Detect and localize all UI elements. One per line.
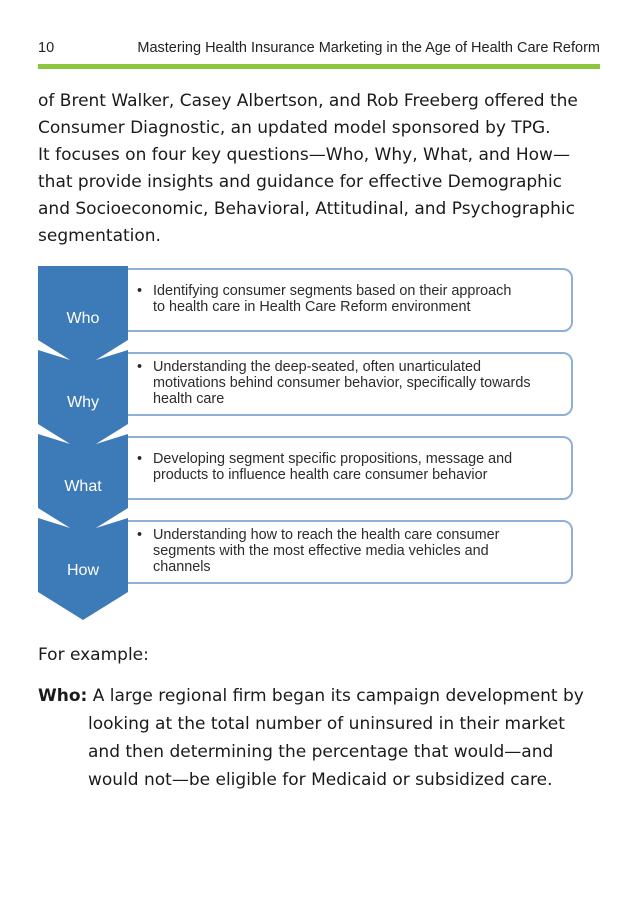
chevron-label-what: What xyxy=(64,478,102,495)
example-line: A large regional firm began its campaign development by xyxy=(87,686,584,706)
row-text-line: Understanding how to reach the health care consumer xyxy=(153,527,500,543)
page-number: 10 xyxy=(38,40,55,56)
intro-line: of Brent Walker, Casey Albertson, and Rob Freeberg offered the xyxy=(38,91,578,111)
bullet: • xyxy=(137,283,143,299)
example-term: Who: xyxy=(38,686,88,706)
intro-line: and Socioeconomic, Behavioral, Attitudinal, and Psychographic xyxy=(38,199,575,219)
example-paragraph xyxy=(38,682,608,794)
intro-line: It focuses on four key questions—Who, Why, What, and How— xyxy=(38,145,570,165)
header-rule xyxy=(38,64,600,69)
example-line: would not—be eligible for Medicaid or subsidized care. xyxy=(88,770,553,790)
bullet: • xyxy=(137,527,143,543)
example-line: looking at the total number of uninsured in their market xyxy=(88,714,565,734)
intro-line: segmentation. xyxy=(38,226,161,246)
row-text-line: Understanding the deep-seated, often unarticulated xyxy=(153,359,482,375)
row-text-line: health care xyxy=(153,391,225,407)
chevron-label-why: Why xyxy=(67,394,99,411)
row-text-line: motivations behind consumer behavior, specifically towards xyxy=(153,375,531,391)
consumer-diagnostic-diagram xyxy=(38,266,578,622)
intro-line: Consumer Diagnostic, an updated model sponsored by TPG. xyxy=(38,118,551,138)
chevron-label-how: How xyxy=(66,562,99,579)
bullet: • xyxy=(137,359,143,375)
example-line: and then determining the percentage that would—and xyxy=(88,742,554,762)
intro-line: that provide insights and guidance for effective Demographic xyxy=(38,172,563,192)
row-text-line: Developing segment specific propositions, message and xyxy=(153,451,513,467)
row-text-line: Identifying consumer segments based on their approach xyxy=(153,283,512,299)
chevron-label-who: Who xyxy=(66,310,100,327)
page-header xyxy=(38,38,600,58)
row-text-line: segments with the most effective media vehicles and xyxy=(153,543,489,559)
running-title: Mastering Health Insurance Marketing in the Age of Health Care Reform xyxy=(137,40,600,56)
for-example-label: For example: xyxy=(38,645,149,665)
intro-paragraph xyxy=(38,88,604,250)
bullet: • xyxy=(137,451,143,467)
row-text-line: products to influence health care consumer behavior xyxy=(153,467,488,483)
row-text-line: to health care in Health Care Reform environment xyxy=(153,299,471,315)
row-text-line: channels xyxy=(153,559,211,575)
